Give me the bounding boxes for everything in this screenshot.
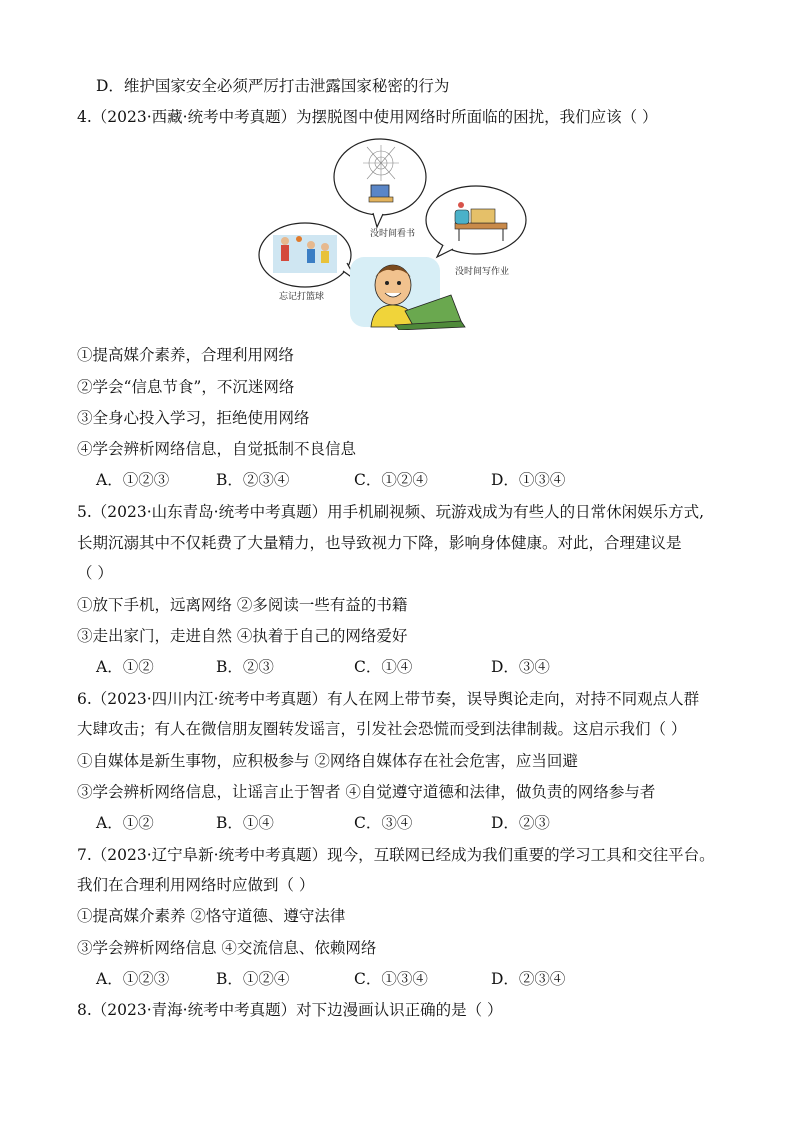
question-4-option-d[interactable]: D．①③④ <box>491 471 566 489</box>
question-5-option-d[interactable]: D．③④ <box>491 658 550 676</box>
question-5-statements-1-2: ①放下手机，远离网络 ②多阅读一些有益的书籍 <box>77 596 408 614</box>
homework-books-icon <box>471 209 495 223</box>
question-8-stem: 8.（2023·青海·统考中考真题）对下边漫画认识正确的是（ ） <box>77 1001 503 1019</box>
question-5-statements-3-4: ③走出家门，走进自然 ④执着于自己的网络爱好 <box>77 627 408 645</box>
cartoon-internet-troubles <box>255 135 530 330</box>
question-7-option-b[interactable]: B．①②④ <box>216 970 290 988</box>
question-4-statement-1: ①提高媒介素养，合理利用网络 <box>77 346 295 364</box>
question-7-statements-1-2: ①提高媒介素养 ②恪守道德、遵守法律 <box>77 907 346 925</box>
question-6-option-c[interactable]: C．③④ <box>354 814 413 832</box>
question-5-stem-line-3: （ ） <box>77 564 113 582</box>
question-5-option-a[interactable]: A．①② <box>96 658 154 676</box>
question-4-option-c[interactable]: C．①②④ <box>354 471 428 489</box>
question-7-option-d[interactable]: D．②③④ <box>491 970 566 988</box>
question-5-stem-line-1: 5.（2023·山东青岛·统考中考真题）用手机刷视频、玩游戏成为有些人的日常休闲娱乐方式, <box>77 503 705 521</box>
question-5-option-b[interactable]: B．②③ <box>216 658 274 676</box>
line-d-option: D．维护国家安全必须严厉打击泄露国家秘密的行为 <box>96 77 450 95</box>
label-forgot-basketball: 忘记打篮球 <box>279 292 325 302</box>
question-4-statement-2: ②学会“信息节食”，不沉迷网络 <box>77 378 295 396</box>
question-7-stem-line-2: 我们在合理利用网络时应做到（ ） <box>77 876 315 894</box>
question-6-option-d[interactable]: D．②③ <box>491 814 550 832</box>
thought-bubble-book <box>334 139 426 215</box>
question-4-option-a[interactable]: A．①②③ <box>96 471 170 489</box>
question-4-statement-3: ③全身心投入学习，拒绝使用网络 <box>77 409 310 427</box>
question-4-statement-4: ④学会辨析网络信息，自觉抵制不良信息 <box>77 440 357 458</box>
question-7-stem-line-1: 7.（2023·辽宁阜新·统考中考真题）现今，互联网已经成为我们重要的学习工具和交往平台。 <box>77 846 715 864</box>
question-5-stem-line-2: 长期沉溺其中不仅耗费了大量精力，也导致视力下降，影响身体健康。对此，合理建议是 <box>77 534 682 552</box>
question-7-option-c[interactable]: C．①③④ <box>354 970 428 988</box>
question-6-option-a[interactable]: A．①② <box>96 814 154 832</box>
question-6-stem-line-1: 6.（2023·四川内江·统考中考真题）有人在网上带节奏，误导舆论走向，对持不同观点人群 <box>77 690 700 708</box>
question-4-stem: 4.（2023·西藏·统考中考真题）为摆脱图中使用网络时所面临的困扰，我们应该（ ） <box>77 108 658 126</box>
question-6-statements-1-2: ①自媒体是新生事物，应积极参与 ②网络自媒体存在社会危害，应当回避 <box>77 752 578 770</box>
question-6-option-b[interactable]: B．①④ <box>216 814 274 832</box>
label-no-time-homework: 没时间写作业 <box>455 267 510 277</box>
question-6-statements-3-4: ③学会辨析网络信息，让谣言止于智者 ④自觉遵守道德和法律，做负责的网络参与者 <box>77 783 656 801</box>
backpack-icon <box>455 210 469 224</box>
label-no-time-reading: 没时间看书 <box>370 229 416 239</box>
question-6-stem-line-2: 大肆攻击；有人在微信朋友圈转发谣言，引发社会恐慌而受到法律制裁。这启示我们（ ） <box>77 720 687 738</box>
question-5-option-c[interactable]: C．①④ <box>354 658 413 676</box>
question-7-statements-3-4: ③学会辨析网络信息 ④交流信息、依赖网络 <box>77 939 377 957</box>
question-7-option-a[interactable]: A．①②③ <box>96 970 170 988</box>
question-4-option-b[interactable]: B．②③④ <box>216 471 290 489</box>
